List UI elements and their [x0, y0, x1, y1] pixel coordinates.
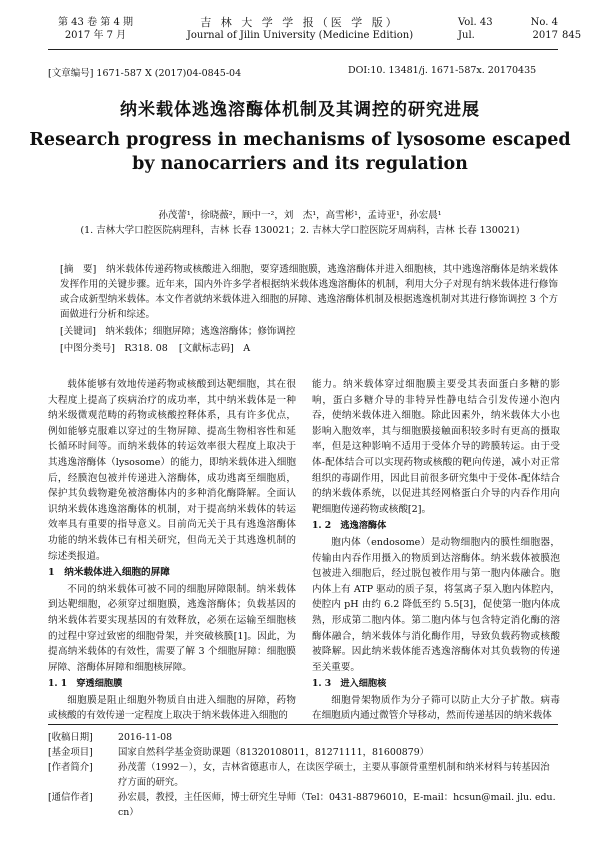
volume-cn: 第 43 卷 第 4 期: [58, 17, 133, 28]
footnote-value: 国家自然科学基金资助课题（81320108011，81271111，81600879）: [118, 747, 430, 758]
vol-en: Vol. 43: [458, 17, 493, 28]
body-paragraph: 胞内体（endosome）是动物细胞内的膜性细胞器，传输由内吞作用摄入的物质到达溶酶体。纳米载体被膜泡包被进入细胞后，经过脱包被作用与第一胞内体融合。胞内体上有 ATP 驱动的质子泵，将氢离子泵入胞内体腔内，使腔内 pH 由约 6.2 降低至约 5.5[3]，促使第一胞内体成熟，形成第二胞内体。第二胞内体与包含特定消化酶的溶酶体融合，纳米载体与消化酶作用，导致负载药物或核酸被降解。因此纳米载体能否逃逸溶酶体对其负载物的传递至关重要。: [312, 536, 560, 673]
body-paragraph: 能力。纳米载体穿过细胞膜主要受其表面蛋白多糖的影响，蛋白多糖介导的非特异性静电结合引发传递小泡内吞，使纳米载体进入细胞。除此因素外，纳米载体大小也影响入胞效率，其与细胞膜接触面积较多时有更高的摄取率，但是这种影响不适用于受体介导的跨膜转运。由于受体-配体结合可以实现药物或核酸的靶向传递，减小对正常组织的毒副作用，因此目前很多研究集中于受体-配体结合的纳米载体系统，以促进其经网格蛋白介导的内吞作用向靶细胞传递药物或核酸[2]。: [312, 379, 560, 515]
journal-name-cn: 吉 林 大 学 学 报（医 学 版）: [200, 16, 400, 29]
authors: 孙茂蕾¹，徐晓薇²，顾中一²，刘 杰¹，高雪彬¹，孟诗亚¹，孙宏晨¹: [158, 210, 442, 221]
footnote-value: 孙茂蕾（1992－），女，吉林省德惠市人，在读医学硕士，主要从事颌骨重塑机制和纳米材料与转基因治疗方面的研究。: [118, 762, 550, 788]
footnotes: [48, 730, 558, 820]
running-header: [0, 6, 600, 46]
month-en: Jul.: [458, 30, 475, 41]
title-chinese: 纳米载体逃逸溶酶体机制及其调控的研究进展: [120, 100, 480, 120]
footnote-row: [48, 745, 558, 760]
date-cn: 2017 年 7 月: [64, 30, 127, 41]
document-code: [文献标志码] A: [178, 343, 251, 354]
footnote-label: [收稿日期]: [48, 732, 93, 743]
body-right-column: [312, 377, 560, 724]
header-center: [185, 16, 415, 42]
body-paragraph: 不同的纳米载体可被不同的细胞屏障限制。纳米载体到达靶细胞，必须穿过细胞膜，逃逸溶酶体；负载基因的纳米载体若要实现基因的有效释放，必须在运输至细胞核的过程中穿过致密的细胞骨架，并突破核膜[1]。因此，为提高纳米载体的有效性，需要了解 3 个细胞屏障：细胞膜屏障、溶酶体屏障和细胞核屏障。: [48, 583, 296, 673]
header-right: [458, 16, 558, 42]
year-en: 2017: [532, 30, 558, 41]
footnote-row: [48, 730, 558, 745]
no-en: No. 4: [530, 17, 558, 28]
doi: DOI:10. 13481/j. 1671-587x. 20170435: [348, 65, 537, 76]
footnote-value: 2016-11-08: [118, 732, 173, 743]
footnote-label: [通信作者]: [48, 792, 93, 803]
footnote-row: [48, 790, 558, 820]
subsection-heading: 1. 1 穿透细胞膜: [48, 678, 123, 690]
keywords: [关键词] 纳米载体；细胞屏障；逃逸溶酶体；修饰调控: [60, 326, 296, 337]
footnote-row: [48, 760, 558, 790]
footnote-rule: [48, 724, 558, 725]
subsection-heading: 1. 3 进入细胞核: [312, 678, 387, 690]
journal-name-en: Journal of Jilin University (Medicine Edition): [186, 30, 414, 41]
body-paragraph: 载体能够有效地传递药物或核酸到达靶细胞，其在很大程度上提高了疾病治疗的成功率，其中纳米载体是一种纳米级微观范畴的药物或核酸控释体系，具有许多优点，例如能够克服难以穿过的生物屏障、提高生物相容性和延长循环时间等。而纳米载体的转运效率很大程度上取决于其逃逸溶酶体（lysosome）的能力，即纳米载体进入细胞后，经膜泡包被并传递进入溶酶体，成功逃离至细胞质，保护其负载物避免被溶酶体内的多种消化酶降解。全面认识纳米载体逃逸溶酶体的机制，对于提高纳米载体的转运效率具有重要的指导意义。目前尚无关于具有逃逸溶酶体功能的纳米载体已有相关研究，但尚无关于其逃逸机制的综述类报道。: [48, 379, 296, 562]
body-paragraph: 细胞膜是阻止细胞外物质自由进入细胞的屏障，药物或核酸的有效传递一定程度上取决于纳米载体进入细胞的: [48, 694, 296, 722]
classification: [60, 340, 258, 354]
section-heading: 1 纳米载体进入细胞的屏障: [48, 567, 170, 579]
footnote-label: [基金项目]: [48, 747, 93, 758]
article-number: [文章编号] 1671-587 X (2017)04-0845-04: [48, 68, 242, 79]
body-paragraph: 细胞骨架物质作为分子筛可以防止大分子扩散。病毒在细胞质内通过微管介导移动，然而传递基因的纳米载体: [312, 694, 560, 722]
page-number: 845: [562, 30, 582, 41]
clc-number: [中图分类号] R318. 08: [60, 343, 168, 354]
subsection-heading: 1. 2 逃逸溶酶体: [312, 520, 387, 532]
abstract: [摘 要] 纳米载体传递药物或核酸进入细胞，要穿透细胞膜，逃逸溶酶体并进入细胞核，其中逃逸溶酶体是纳米载体发挥作用的关键步骤。近年来，国内外许多学者根据纳米载体逃逸溶酶体的机制，利用大分子对现有纳米载体进行修饰或合成新型纳米载体。本文作者就纳米载体进入细胞的屏障、逃逸溶酶体机制及根据逃逸机制对其进行修饰调控 3 个方面做进行分析和综述。: [60, 264, 558, 320]
body-left-column: [48, 377, 296, 724]
header-left: [58, 16, 133, 42]
affiliation: (1. 吉林大学口腔医院病理科，吉林 长春 130021；2. 吉林大学口腔医院牙周病科，吉林 长春 130021): [80, 225, 520, 236]
footnote-value: 孙宏晨，教授，主任医师，博士研究生导师（Tel：0431-88796010，E-mail：hcsun@mail. jlu. edu. cn）: [118, 792, 556, 818]
title-en-line-2: by nanocarriers and its regulation: [132, 154, 468, 174]
title-en-line-1: Research progress in mechanisms of lysosome escaped: [29, 130, 571, 150]
footnote-label: [作者简介]: [48, 762, 93, 773]
header-rule: [48, 49, 558, 50]
title-english: [0, 128, 600, 176]
